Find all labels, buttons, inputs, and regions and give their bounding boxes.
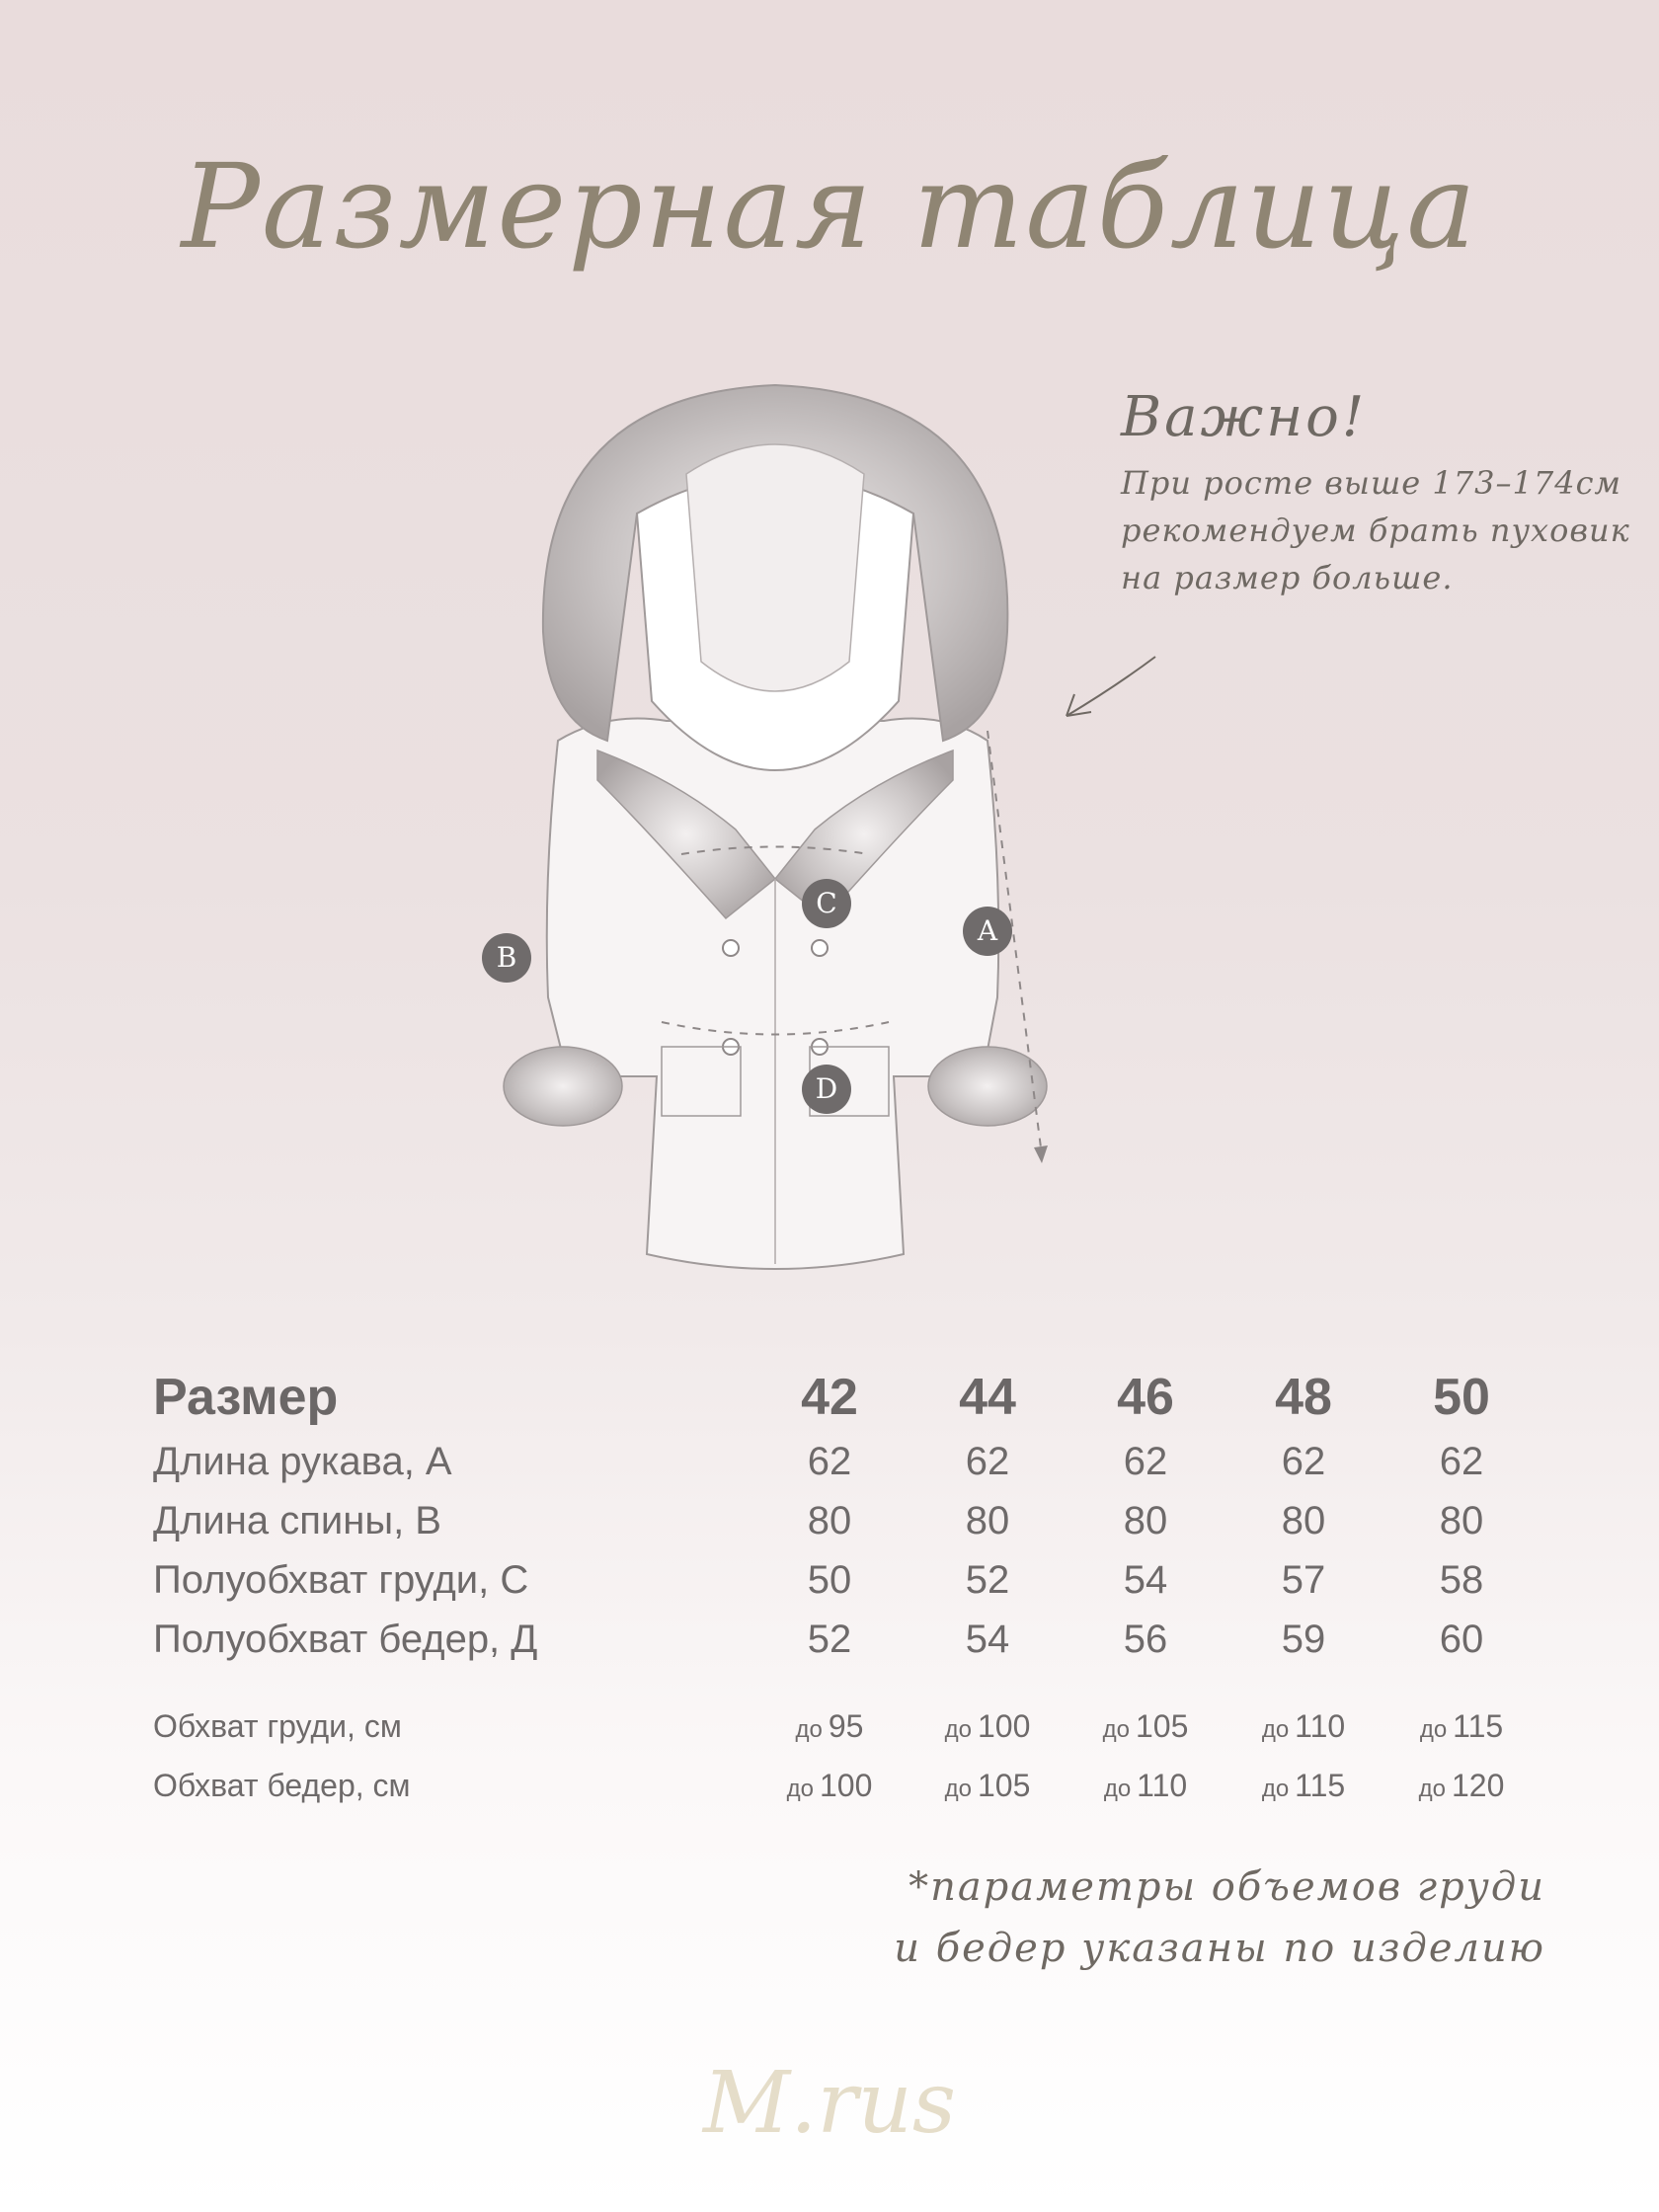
cell-value: 50: [807, 1557, 852, 1602]
cell-value: 80: [1123, 1498, 1168, 1542]
cell-value: до 100: [786, 1767, 873, 1803]
cell-value: 52: [807, 1617, 852, 1661]
size-header: 46: [1117, 1369, 1174, 1426]
cell-value: до 105: [944, 1767, 1031, 1803]
cell-value: 80: [965, 1498, 1010, 1542]
cell-value: 62: [1439, 1439, 1484, 1483]
cell-value: 60: [1439, 1617, 1484, 1661]
cell-value: 54: [1123, 1557, 1168, 1602]
cell-value: до 100: [944, 1707, 1031, 1744]
cell-value: 80: [1439, 1498, 1484, 1542]
marker-a: A: [963, 907, 1012, 956]
note-text: При росте выше 173–174см рекомендуем брать пуховик на размер больше.: [1121, 464, 1630, 596]
table-row: [153, 1491, 1540, 1550]
table-row: [153, 1432, 1540, 1491]
size-header: 42: [801, 1369, 858, 1426]
size-header: 50: [1433, 1369, 1490, 1426]
row-label: Полуобхват груди, С: [153, 1557, 529, 1602]
footnote-line-1: *параметры объемов груди: [908, 1864, 1545, 1910]
cell-value: 62: [1123, 1439, 1168, 1483]
cell-value: 59: [1281, 1617, 1326, 1661]
cell-value: до 115: [1261, 1767, 1346, 1803]
coat-illustration: [449, 365, 1101, 1294]
table-header-row: [153, 1363, 1540, 1432]
cell-value: 80: [1281, 1498, 1326, 1542]
cell-value: 52: [965, 1557, 1010, 1602]
cell-value: 62: [807, 1439, 852, 1483]
size-header: 44: [959, 1369, 1016, 1426]
cell-value: 62: [1281, 1439, 1326, 1483]
cell-value: до 110: [1103, 1767, 1188, 1803]
marker-b: B: [482, 933, 531, 983]
cell-value: 56: [1123, 1617, 1168, 1661]
cell-value: 57: [1281, 1557, 1326, 1602]
size-header-label: Размер: [153, 1369, 339, 1426]
row-label: Полуобхват бедер, Д: [153, 1617, 538, 1661]
cell-value: до 110: [1261, 1707, 1346, 1744]
marker-c: C: [802, 879, 851, 928]
note-heading: Важно!: [1121, 385, 1368, 449]
table-row: [153, 1610, 1540, 1669]
table-row: [153, 1550, 1540, 1610]
cell-value: 62: [965, 1439, 1010, 1483]
size-table: [153, 1363, 1540, 1815]
cell-value: до 120: [1418, 1767, 1505, 1803]
row-label: Длина рукава, А: [153, 1439, 452, 1483]
important-note: [1121, 385, 1634, 601]
marker-d: D: [802, 1065, 851, 1114]
cell-value: 80: [807, 1498, 852, 1542]
footnote: [894, 1856, 1545, 1979]
page-title: Размерная таблица: [181, 138, 1478, 275]
cell-value: до 95: [795, 1707, 864, 1744]
brand-logo: M.rus: [702, 2054, 957, 2153]
cell-value: 54: [965, 1617, 1010, 1661]
footnote-line-2: и бедер указаны по изделию: [894, 1926, 1545, 1971]
note-arrow-icon: [1047, 647, 1165, 726]
cell-value: 58: [1439, 1557, 1484, 1602]
cell-value: до 105: [1102, 1707, 1189, 1744]
size-header: 48: [1275, 1369, 1332, 1426]
row-label: Обхват бедер, см: [153, 1767, 411, 1803]
cell-value: до 115: [1419, 1707, 1504, 1744]
row-label: Длина спины, В: [153, 1498, 441, 1542]
table-row: [153, 1697, 1540, 1756]
row-label: Обхват груди, см: [153, 1707, 402, 1744]
table-row: [153, 1756, 1540, 1815]
